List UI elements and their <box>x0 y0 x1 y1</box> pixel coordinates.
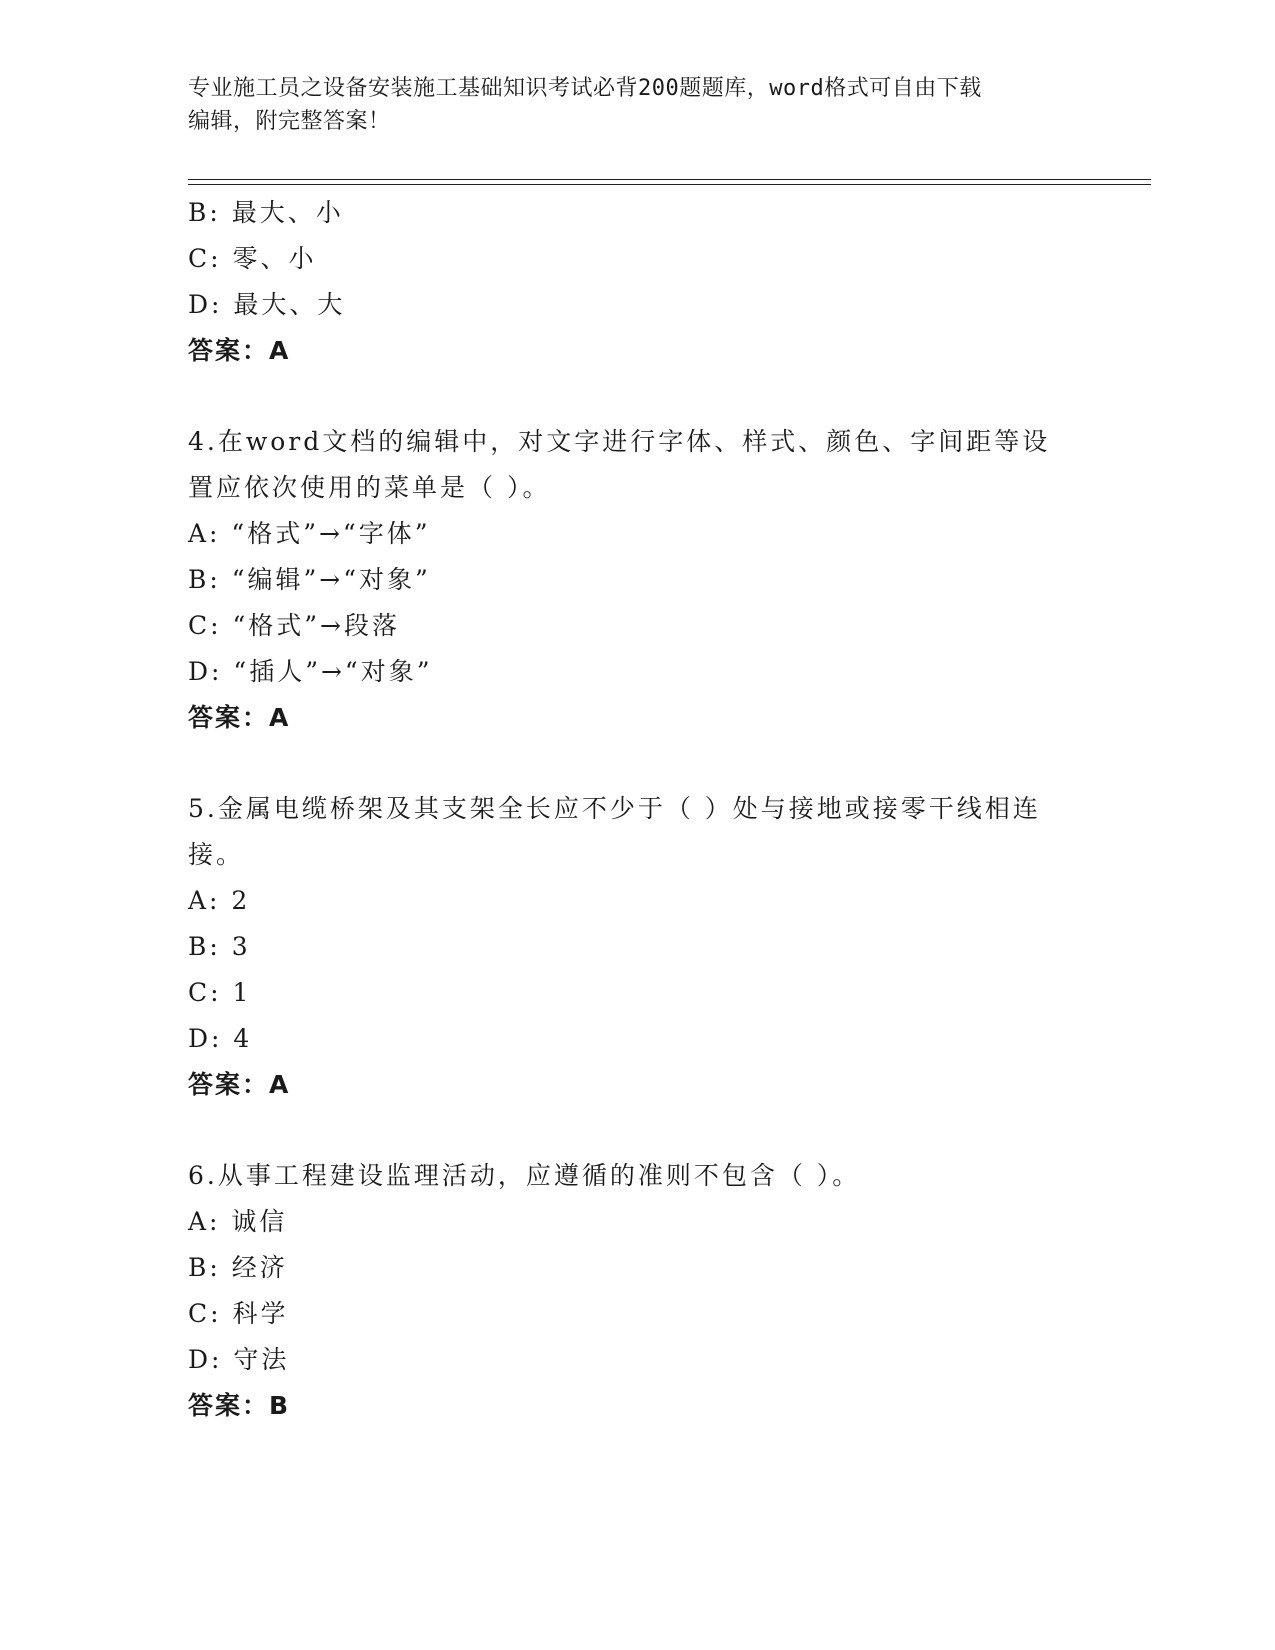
document-header <box>188 72 1068 138</box>
option-c: C: “格式”→段落 <box>188 611 401 640</box>
header-divider-bottom <box>188 184 1151 185</box>
header-title-line-2: 编辑，附完整答案！ <box>188 109 391 134</box>
spacer <box>188 741 1088 786</box>
option-d: D: 守法 <box>188 1345 290 1374</box>
option-d: D: 最大、大 <box>188 290 346 319</box>
document-body <box>188 190 1088 1429</box>
option-b: B: 最大、小 <box>188 198 344 227</box>
question-text-line-1: 5.金属电缆桥架及其支架全长应不少于（ ）处与接地或接零干线相连 <box>188 794 1041 823</box>
question-text-line-1: 6.从事工程建设监理活动，应遵循的准则不包含（ ）。 <box>188 1161 861 1190</box>
header-divider-top <box>188 179 1151 180</box>
option-a: A: “格式”→“字体” <box>188 519 431 548</box>
option-c: C: 1 <box>188 978 252 1007</box>
spacer <box>188 374 1088 419</box>
option-a: A: 2 <box>188 886 251 915</box>
header-title-line-1: 专业施工员之设备安装施工基础知识考试必背200题题库，word格式可自由下载 <box>188 76 982 101</box>
option-d: D: 4 <box>188 1024 253 1053</box>
option-b: B: 3 <box>188 932 251 961</box>
question-text-line-1: 4.在word文档的编辑中，对文字进行字体、样式、颜色、字间距等设 <box>188 427 1051 456</box>
option-c: C: 零、小 <box>188 244 317 273</box>
question-block-3-continued <box>188 190 1088 374</box>
answer-line: 答案：A <box>188 336 291 365</box>
spacer <box>188 1108 1088 1153</box>
option-b: B: 经济 <box>188 1253 288 1282</box>
option-b: B: “编辑”→“对象” <box>188 565 431 594</box>
question-block-6 <box>188 1153 1088 1429</box>
question-block-4 <box>188 419 1088 741</box>
option-a: A: 诚信 <box>188 1207 288 1236</box>
option-d: D: “插人”→“对象” <box>188 657 433 686</box>
answer-line: 答案：B <box>188 1391 291 1420</box>
question-text-line-2: 接。 <box>188 840 245 869</box>
question-block-5 <box>188 786 1088 1108</box>
answer-line: 答案：A <box>188 1070 291 1099</box>
answer-line: 答案：A <box>188 703 291 732</box>
option-c: C: 科学 <box>188 1299 289 1328</box>
question-text-line-2: 置应依次使用的菜单是（ ）。 <box>188 473 551 502</box>
